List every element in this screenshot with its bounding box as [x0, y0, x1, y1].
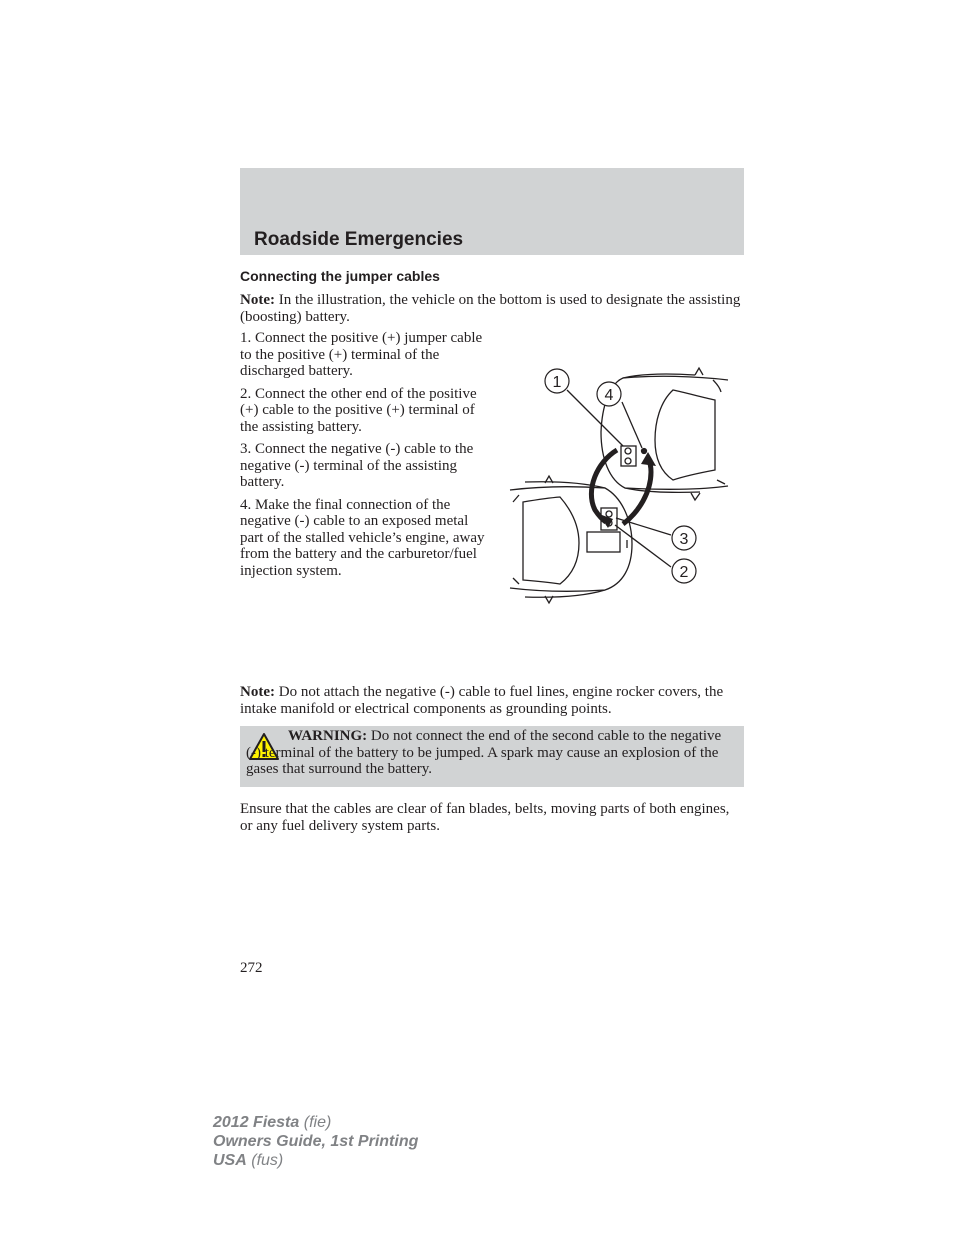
top-ground-point — [642, 449, 647, 454]
callout-3: 3 — [679, 531, 689, 548]
cable-arrow-negative — [623, 458, 651, 524]
subheading: Connecting the jumper cables — [240, 268, 440, 284]
note-label: Note: — [240, 292, 275, 308]
jumper-cable-illustration — [505, 362, 745, 607]
step-2: 2. Connect the other end of the positive (+) cable to the positive (+) terminal of the assisting battery. — [240, 385, 477, 435]
note-text: In the illustration, the vehicle on the bottom is used to designate the assisting (boosting) battery. — [240, 292, 741, 325]
note-illustration — [240, 292, 744, 325]
section-header-band — [240, 168, 744, 255]
step-1: 1. Connect the positive (+) jumper cable to the positive (+) terminal of the discharged battery. — [240, 330, 483, 379]
footer-edition: Owners Guide, 1st Printing — [213, 1133, 419, 1150]
page-number: 272 — [240, 960, 263, 976]
engine-component — [587, 532, 620, 552]
step-4: 4. Make the final connection of the negative (-) cable to an exposed metal part of the stalled vehicle’s engine, away from the battery and the carburetor/fuel injection system. — [240, 496, 485, 579]
warning-body: Do not connect the end of the second cable to the negative (-) terminal of the battery to be jumped. A spark may cause an explosion of the gases that surround the battery. — [246, 728, 722, 777]
warning-box — [240, 726, 744, 787]
footer-market-code: (fus) — [251, 1152, 284, 1169]
note-label: Note: — [240, 684, 275, 700]
callout-1: 1 — [552, 374, 562, 391]
note-grounding — [240, 684, 744, 717]
top-vehicle-windshield — [655, 390, 715, 480]
callout-2: 2 — [679, 564, 689, 581]
footer-market: USA — [213, 1152, 247, 1169]
bottom-vehicle-windshield — [523, 497, 579, 584]
section-title: Roadside Emergencies — [254, 229, 464, 250]
bottom-vehicle-body — [510, 487, 632, 592]
note-text: Do not attach the negative (-) cable to fuel lines, engine rocker covers, the intake manifold or electrical components as grounding points. — [240, 684, 724, 717]
steps-list — [240, 330, 492, 585]
footer-model-code: (fie) — [303, 1114, 332, 1131]
warning-label: WARNING: — [288, 728, 368, 744]
body-paragraph: Ensure that the cables are clear of fan blades, belts, moving parts of both engines, or any fuel delivery system parts. — [240, 801, 730, 834]
step-3: 3. Connect the negative (-) cable to the negative (-) terminal of the assisting battery. — [240, 441, 474, 490]
footer — [213, 1113, 418, 1170]
footer-model: 2012 Fiesta — [213, 1114, 300, 1131]
callout-4: 4 — [604, 387, 614, 404]
warning-text — [246, 728, 724, 778]
top-battery — [621, 446, 636, 466]
